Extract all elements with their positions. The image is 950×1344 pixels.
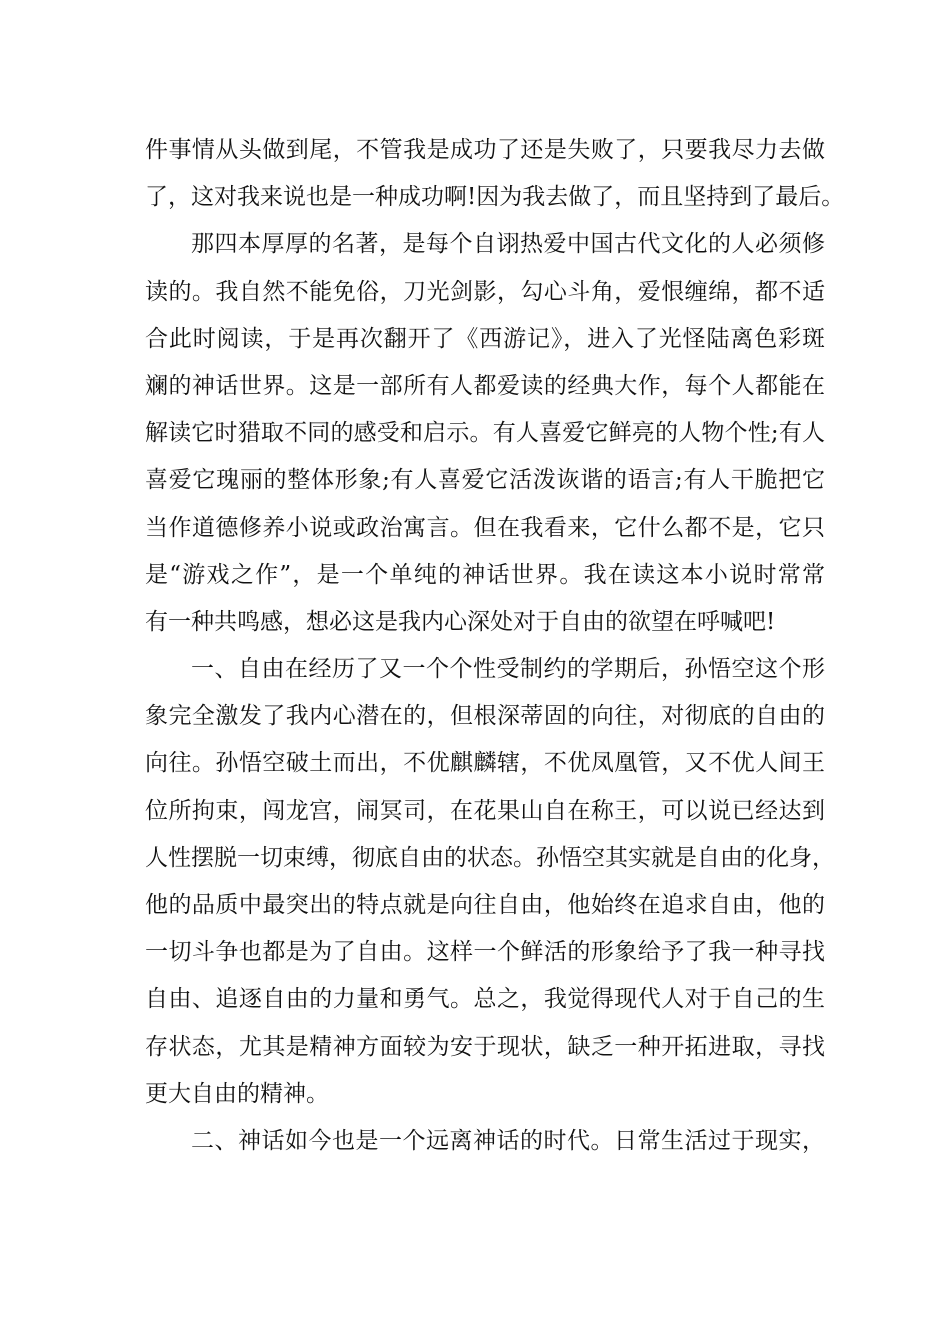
text-line: 喜爱它瑰丽的整体形象;有人喜爱它活泼诙谐的语言;有人干脆把它 [145, 467, 825, 494]
text-line: 他的品质中最突出的特点就是向往自由，他始终在追求自由，他的 [145, 892, 825, 918]
text-line: 件事情从头做到尾，不管我是成功了还是失败了，只要我尽力去做 [145, 137, 825, 163]
paragraph-first-line: 二、神话如今也是一个远离神话的时代。日常生活过于现实， [191, 1127, 825, 1154]
text-line: 位所拘束，闯龙宫，闹冥司，在花果山自在称王，可以说已经达到 [145, 797, 825, 824]
text-line: 自由、追逐自由的力量和勇气。总之，我觉得现代人对于自己的生 [145, 986, 825, 1013]
paragraph-first-line: 一、自由在经历了又一个个性受制约的学期后，孙悟空这个形 [191, 656, 825, 683]
paragraph-last-line: 有一种共鸣感，想必这是我内心深处对于自由的欲望在呼喊吧! [145, 608, 776, 635]
paragraph-last-line: 更大自由的精神。 [145, 1080, 329, 1107]
text-line: 合此时阅读，于是再次翻开了《西游记》，进入了光怪陆离色彩斑 [145, 325, 825, 352]
text-line: 人性摆脱一切束缚，彻底自由的状态。孙悟空其实就是自由的化身， [145, 844, 835, 871]
text-line: 解读它时猎取不同的感受和启示。有人喜爱它鲜亮的人物个性;有人 [145, 420, 825, 447]
text-line: 是“游戏之作”，是一个单纯的神话世界。我在读这本小说时常常 [145, 561, 825, 588]
body-text [145, 127, 845, 1165]
text-line: 读的。我自然不能免俗，刀光剑影，勾心斗角，爱恨缠绵，都不适 [145, 278, 825, 305]
text-line: 当作道德修养小说或政治寓言。但在我看来，它什么都不是，它只 [145, 514, 825, 541]
text-line: 存状态，尤其是精神方面较为安于现状，缺乏一种开拓进取，寻找 [145, 1033, 825, 1060]
text-line: 了，这对我来说也是一种成功啊!因为我去做了，而且坚持到了最后。 [145, 184, 845, 211]
text-line: 斓的神话世界。这是一部所有人都爱读的经典大作，每个人都能在 [145, 372, 825, 399]
text-line: 象完全激发了我内心潜在的，但根深蒂固的向往，对彻底的自由的 [145, 703, 825, 730]
text-line: 向往。孙悟空破土而出，不优麒麟辖，不优凤凰管，又不优人间王 [145, 750, 825, 777]
paragraph-first-line: 那四本厚厚的名著，是每个自诩热爱中国古代文化的人必须修 [191, 231, 825, 258]
text-line: 一切斗争也都是为了自由。这样一个鲜活的形象给予了我一种寻找 [145, 939, 825, 966]
